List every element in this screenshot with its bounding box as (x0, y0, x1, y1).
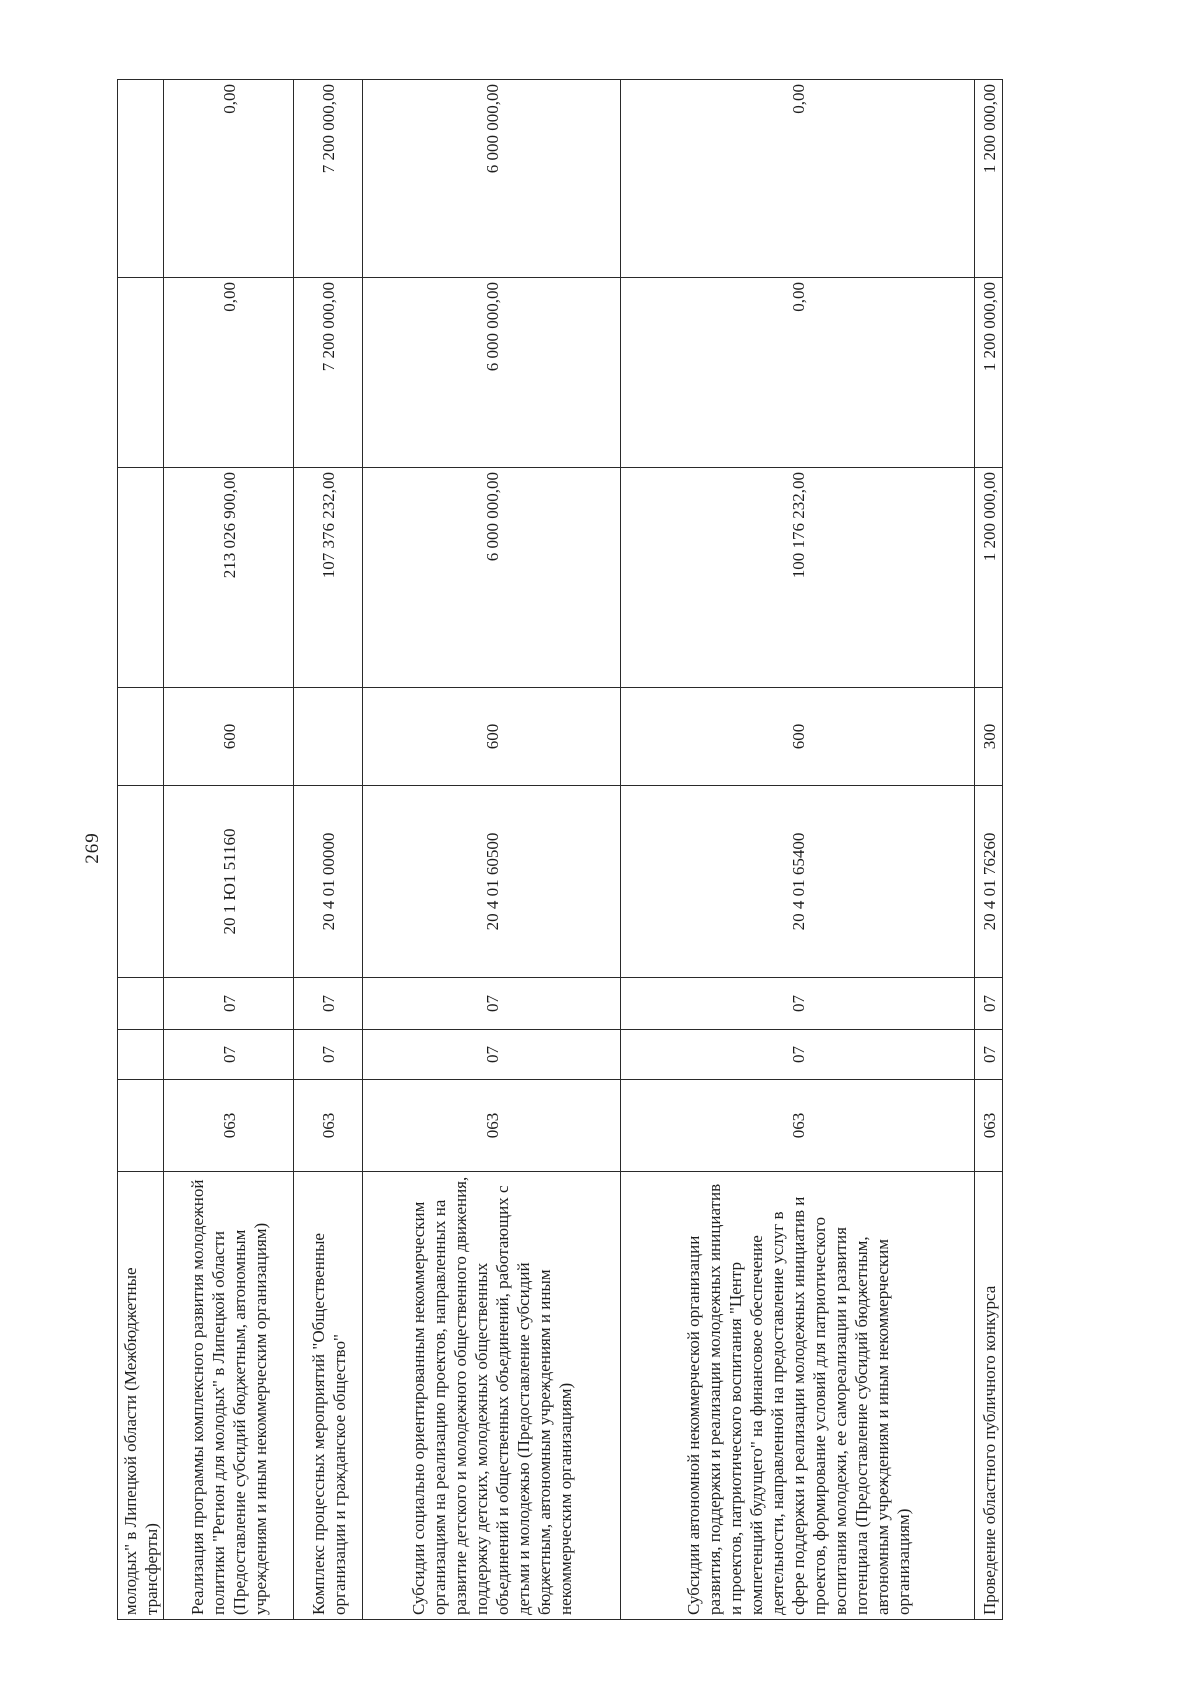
sum-year3-cell: 0,00 (164, 80, 294, 278)
subsection-cell: 07 (294, 978, 363, 1030)
table-row (621, 80, 975, 1620)
table-row (975, 80, 1003, 1620)
section-cell: 07 (294, 1030, 363, 1080)
subsection-cell: 07 (363, 978, 621, 1030)
target-article-cell: 20 1 Ю1 51160 (164, 786, 294, 978)
target-article-cell (118, 786, 164, 978)
expense-type-cell: 600 (164, 688, 294, 786)
ved-cell: 063 (294, 1080, 363, 1172)
ved-cell (118, 1080, 164, 1172)
subsection-cell: 07 (621, 978, 975, 1030)
row-name-cell: Субсидии автономной некоммерческой организации развития, поддержки и реализации молодежных инициатив и проектов, патриотического воспитания "Центр компетенций будущего" на финансовое обеспечение деятельности, направленной на предоставление услуг в сфере поддержки и реализации молодежных инициатив и проектов, формирование условий для патриотического воспитания молодежи, ее самореализации и развития потенциала (Предоставление субсидий бюджетным, автономным учреждениям и иным некоммерческим организациям) (621, 1172, 975, 1620)
expense-type-cell (294, 688, 363, 786)
row-name-cell: молодых" в Липецкой области (Межбюджетные трансферты) (118, 1172, 164, 1620)
sum-year1-cell (118, 468, 164, 688)
target-article-cell: 20 4 01 00000 (294, 786, 363, 978)
table-row (294, 80, 363, 1620)
target-article-cell: 20 4 01 76260 (975, 786, 1003, 978)
section-cell: 07 (363, 1030, 621, 1080)
section-cell (118, 1030, 164, 1080)
target-article-cell: 20 4 01 60500 (363, 786, 621, 978)
sum-year3-cell: 0,00 (621, 80, 975, 278)
sum-year1-cell: 1 200 000,00 (975, 468, 1003, 688)
expense-type-cell: 300 (975, 688, 1003, 786)
subsection-cell: 07 (164, 978, 294, 1030)
page-number: 269 (82, 832, 103, 864)
expense-type-cell (118, 688, 164, 786)
ved-cell: 063 (363, 1080, 621, 1172)
ved-cell: 063 (164, 1080, 294, 1172)
budget-table (117, 79, 1003, 1620)
sum-year2-cell (118, 278, 164, 468)
expense-type-cell: 600 (363, 688, 621, 786)
sum-year3-cell: 7 200 000,00 (294, 80, 363, 278)
target-article-cell: 20 4 01 65400 (621, 786, 975, 978)
ved-cell: 063 (975, 1080, 1003, 1172)
section-cell: 07 (621, 1030, 975, 1080)
sum-year1-cell: 6 000 000,00 (363, 468, 621, 688)
table-row (363, 80, 621, 1620)
row-name-cell: Комплекс процессных мероприятий "Общественные организации и гражданское общество" (294, 1172, 363, 1620)
table-row (118, 80, 164, 1620)
sum-year3-cell (118, 80, 164, 278)
subsection-cell (118, 978, 164, 1030)
sum-year1-cell: 100 176 232,00 (621, 468, 975, 688)
sum-year2-cell: 7 200 000,00 (294, 278, 363, 468)
section-cell: 07 (164, 1030, 294, 1080)
section-cell: 07 (975, 1030, 1003, 1080)
sum-year2-cell: 0,00 (621, 278, 975, 468)
sum-year1-cell: 213 026 900,00 (164, 468, 294, 688)
ved-cell: 063 (621, 1080, 975, 1172)
sum-year2-cell: 0,00 (164, 278, 294, 468)
sum-year1-cell: 107 376 232,00 (294, 468, 363, 688)
sum-year3-cell: 1 200 000,00 (975, 80, 1003, 278)
rotated-table-container (117, 80, 1057, 1620)
subsection-cell: 07 (975, 978, 1003, 1030)
sum-year3-cell: 6 000 000,00 (363, 80, 621, 278)
sum-year2-cell: 6 000 000,00 (363, 278, 621, 468)
row-name-cell: Реализация программы комплексного развития молодежной политики "Регион для молодых" в Липецкой области (Предоставление субсидий бюджетным, автономным учреждениям и иным некоммерческим организациям) (164, 1172, 294, 1620)
sum-year2-cell: 1 200 000,00 (975, 278, 1003, 468)
table-row (164, 80, 294, 1620)
expense-type-cell: 600 (621, 688, 975, 786)
row-name-cell: Субсидии социально ориентированным некоммерческим организациям на реализацию проектов, направленных на развитие детского и молодежного общественного движения, поддержку детских, молодежных общественных объединений и общественных объединений, работающих с детьми и молодежью (Предоставление субсидий бюджетным, автономным учреждениям и иным некоммерческим организациям) (363, 1172, 621, 1620)
row-name-cell: Проведение областного публичного конкурса (975, 1172, 1003, 1620)
